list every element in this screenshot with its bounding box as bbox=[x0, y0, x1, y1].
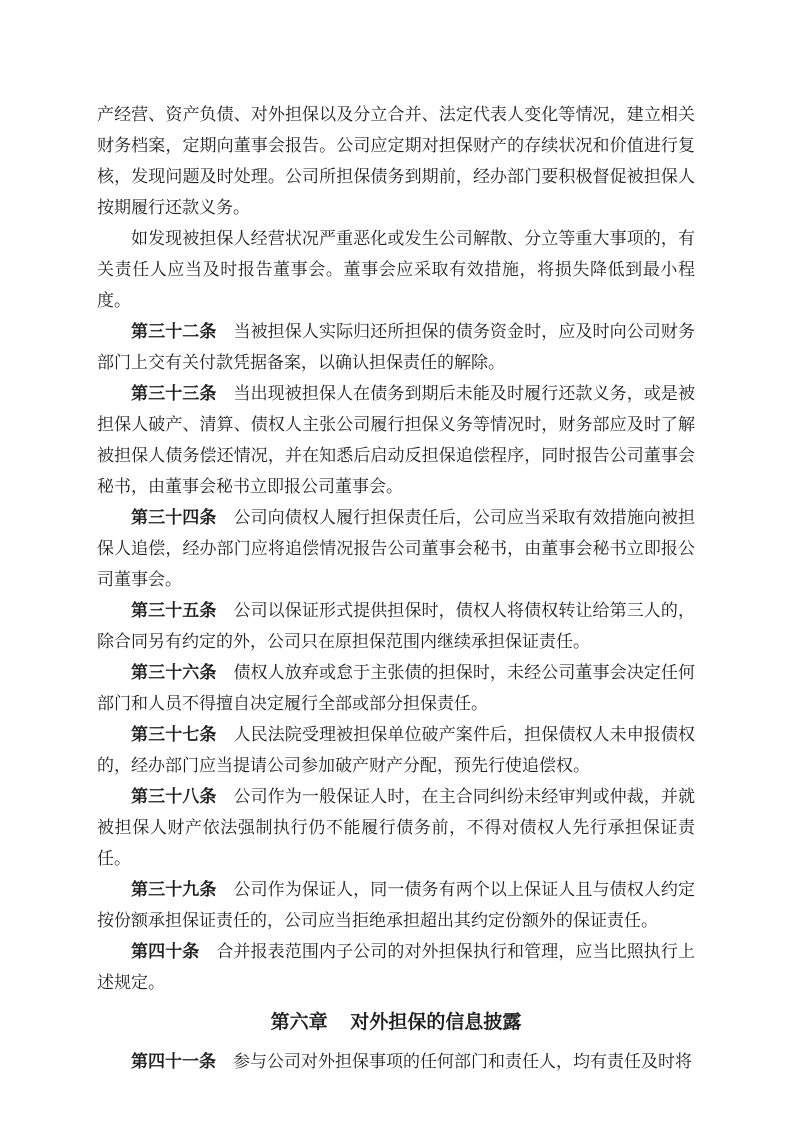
article-40 bbox=[97, 936, 695, 998]
article-35 bbox=[97, 595, 695, 657]
paragraph-continuation bbox=[97, 99, 695, 223]
article-number: 第四十条 bbox=[131, 942, 200, 961]
article-text: 公司作为一般保证人时，在主合同纠纷未经审判或仲裁，并就被担保人财产依法强制执行仍不能履行债务前，不得对债权人先行承担保证责任。 bbox=[97, 787, 695, 868]
chapter-number: 第六章 bbox=[270, 1012, 328, 1033]
paragraph bbox=[97, 223, 695, 316]
article-38 bbox=[97, 781, 695, 874]
article-34 bbox=[97, 502, 695, 595]
article-number: 第三十七条 bbox=[131, 725, 217, 744]
article-text: 合并报表范围内子公司的对外担保执行和管理，应当比照执行上述规定。 bbox=[97, 942, 696, 992]
article-number: 第三十八条 bbox=[131, 787, 217, 806]
chapter-title: 对外担保的信息披露 bbox=[350, 1012, 522, 1033]
article-number: 第三十六条 bbox=[131, 663, 217, 682]
article-33 bbox=[97, 378, 695, 502]
article-32 bbox=[97, 316, 695, 378]
paragraph-text: 产经营、资产负债、对外担保以及分立合并、法定代表人变化等情况，建立相关财务档案，定期向董事会报告。公司应定期对担保财产的存续状况和价值进行复核，发现问题及时处理。公司所担保债务到期前，经办部门要积极督促被担保人按期履行还款义务。 bbox=[97, 105, 695, 217]
article-39 bbox=[97, 874, 695, 936]
article-41 bbox=[97, 1046, 695, 1077]
article-number: 第三十五条 bbox=[131, 601, 217, 620]
article-text: 当出现被担保人在债务到期后未能及时履行还款义务，或是被担保人破产、清算、债权人主张公司履行担保义务等情况时，财务部应及时了解被担保人债务偿还情况，并在知悉后启动反担保追偿程序，同时报告公司董事会秘书，由董事会秘书立即报公司董事会。 bbox=[97, 384, 695, 496]
article-text: 人民法院受理被担保单位破产案件后，担保债权人未申报债权的，经办部门应当提请公司参加破产财产分配，预先行使追偿权。 bbox=[97, 725, 695, 775]
article-number: 第三十四条 bbox=[131, 508, 217, 527]
article-text: 参与公司对外担保事项的任何部门和责任人，均有责任及时将 bbox=[233, 1052, 692, 1071]
document-body bbox=[97, 99, 695, 1077]
article-number: 第三十二条 bbox=[131, 322, 217, 341]
article-number: 第三十三条 bbox=[131, 384, 217, 403]
article-text: 公司作为保证人，同一债务有两个以上保证人且与债权人约定按份额承担保证责任的，公司应当拒绝承担超出其约定份额外的保证责任。 bbox=[97, 880, 695, 930]
article-text: 债权人放弃或怠于主张债的担保时，未经公司董事会决定任何部门和人员不得擅自决定履行全部或部分担保责任。 bbox=[97, 663, 695, 713]
article-text: 当被担保人实际归还所担保的债务资金时，应及时向公司财务部门上交有关付款凭据备案，以确认担保责任的解除。 bbox=[97, 322, 695, 372]
article-text: 公司以保证形式提供担保时，债权人将债权转让给第三人的，除合同另有约定的外，公司只在原担保范围内继续承担保证责任。 bbox=[97, 601, 695, 651]
paragraph-text: 如发现被担保人经营状况严重恶化或发生公司解散、分立等重大事项的，有关责任人应当及时报告董事会。董事会应采取有效措施，将损失降低到最小程度。 bbox=[97, 229, 695, 310]
article-number: 第三十九条 bbox=[131, 880, 217, 899]
article-37 bbox=[97, 719, 695, 781]
chapter-heading bbox=[97, 1007, 695, 1038]
article-36 bbox=[97, 657, 695, 719]
article-text: 公司向债权人履行担保责任后，公司应当采取有效措施向被担保人追偿，经办部门应将追偿情况报告公司董事会秘书，由董事会秘书立即报公司董事会。 bbox=[97, 508, 695, 589]
article-number: 第四十一条 bbox=[131, 1052, 216, 1071]
